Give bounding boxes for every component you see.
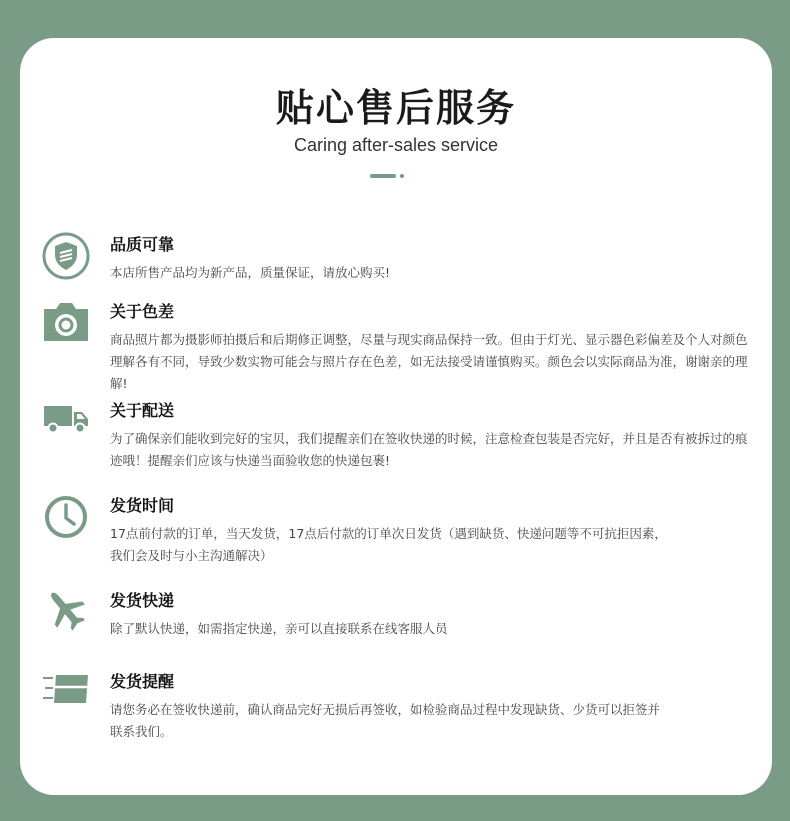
item-description: 17点前付款的订单，当天发货，17点后付款的订单次日发货（遇到缺货、快递问题等不可抗拒因素，我们会及时与小主沟通解决） <box>110 526 667 563</box>
item-title: 发货提醒 <box>110 672 175 691</box>
item-title: 关于配送 <box>110 401 175 420</box>
page-subtitle: Caring after-sales service <box>293 135 499 155</box>
item-title: 品质可靠 <box>110 235 175 254</box>
item-description: 请您务必在签收快递前，确认商品完好无损后再签收，如检验商品过程中发现缺货、少货可以拒签并联系我们。 <box>110 702 661 739</box>
service-card <box>20 38 772 795</box>
clock-icon <box>40 491 92 543</box>
airplane-icon <box>40 584 92 636</box>
item-description: 本店所售产品均为新产品，质量保证，请放心购买! <box>110 265 391 280</box>
camera-icon <box>40 297 92 349</box>
item-title: 关于色差 <box>110 302 175 321</box>
item-title: 发货快递 <box>110 591 175 610</box>
item-description: 为了确保亲们能收到完好的宝贝，我们提醒亲们在签收快递的时候，注意检查包装是否完好，并且是否有被拆过的痕迹哦！提醒亲们应该与快递当面验收您的快递包裹! <box>110 431 748 468</box>
shield-icon <box>40 230 92 282</box>
item-description: 商品照片都为摄影师拍摄后和后期修正调整，尽量与现实商品保持一致。但由于灯光、显示器色彩偏差及个人对颜色理解各有不同，导致少数实物可能会与照片存在色差，如无法接受请谨慎购买。颜色会以实际商品为准，谢谢亲的理解! <box>110 332 748 391</box>
item-description: 除了默认快递，如需指定快递，亲可以直接联系在线客服人员 <box>110 621 448 636</box>
package-icon <box>40 663 92 715</box>
item-title: 发货时间 <box>110 496 175 515</box>
page-title: 贴心售后服务 <box>275 86 516 130</box>
truck-icon <box>40 394 92 446</box>
title-divider <box>370 174 410 178</box>
